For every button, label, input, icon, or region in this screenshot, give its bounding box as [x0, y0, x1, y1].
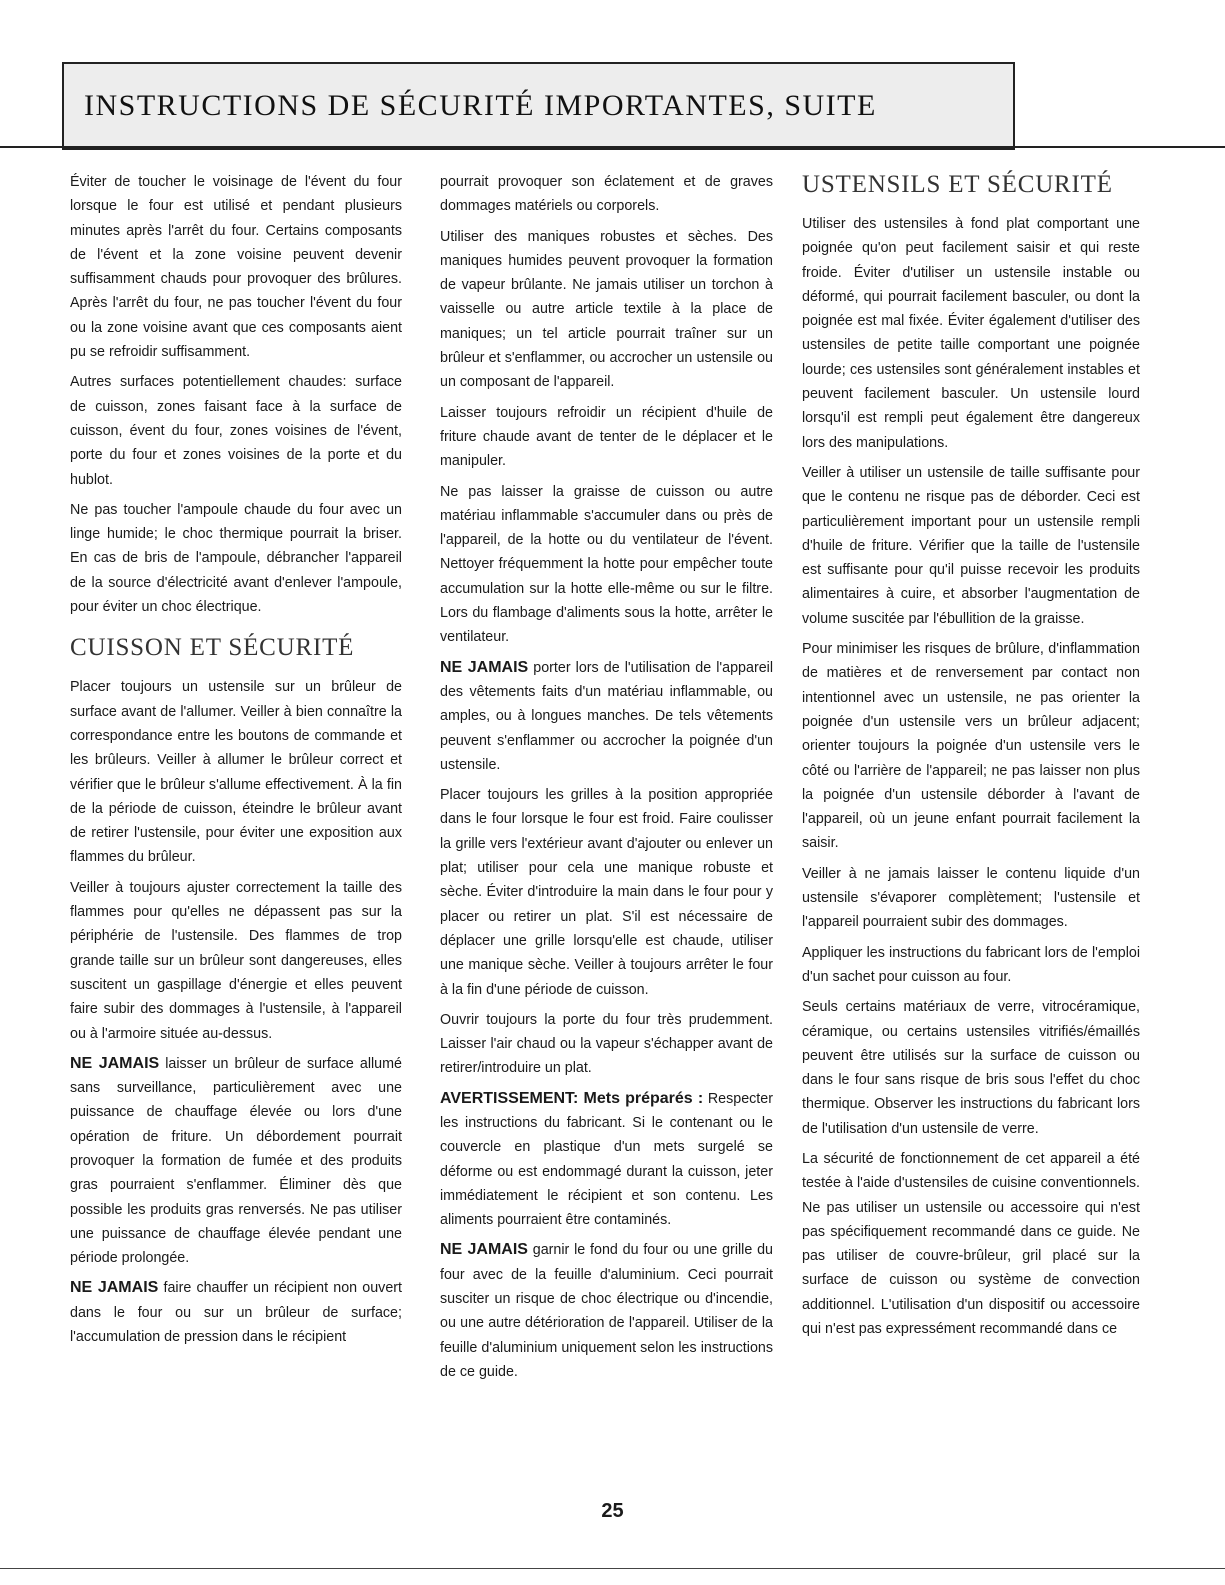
paragraph-utensil-size: Veiller à utiliser un ustensile de taille suffisante pour que le contenu ne risque pas de déborder. Ceci est particulièrement important pour un ustensile rempli d'huile de friture. Vérifier que la taille de l'ustensile est suffisante pour qu'il puisse recevoir les produits alimentaires à cuire, et absorber l'augmentation de volume suscitée par l'ébullition de la graisse. [802, 464, 1140, 627]
paragraph-tested-utensils: La sécurité de fonctionnement de cet appareil a été testée à l'aide d'ustensiles de cuisine conventionnels. Ne pas utiliser un ustensile ou accessoire qui n'est pas spécifiquement recommandé dans ce guide. Ne pas utiliser de couvre-brûleur, gril placé sur la surface de cuisson ou système de convection additionnel. L'utilisation d'un dispositif ou accessoire qui n'est pas expressément recommandé dans ce [802, 1150, 1140, 1338]
paragraph-hot-surfaces: Autres surfaces potentiellement chaudes: surface de cuisson, zones faisant face à la surface de cuisson, évent du four, zones voisines de l'évent, porte du four et zones voisines de la porte et du hublot. [70, 374, 402, 488]
warning-lead: AVERTISSEMENT: Mets préparés : [440, 1089, 704, 1107]
footer-rule [0, 1568, 1225, 1569]
heading-utensils-safety: USTENSILS ET SÉCURITÉ [802, 171, 1113, 198]
paragraph-oven-bulb: Ne pas toucher l'ampoule chaude du four avec un linge humide; le choc thermique pourrait la briser. En cas de bris de l'ampoule, débrancher l'appareil de la source d'électricité avant d'enlever l'ampoule, pour éviter un choc électrique. [70, 501, 402, 616]
column-right [802, 170, 1140, 1347]
paragraph-prepared-foods [440, 1087, 773, 1233]
paragraph-grease: Ne pas laisser la graisse de cuisson ou autre matériau inflammable s'accumuler dans ou près de l'appareil, de la hotte ou du ventilateur de l'évent. Nettoyer fréquemment la hotte pour empêcher toute accumulation sur la hotte elle-même ou sur le filtre. Lors du flambage d'aliments sous la hotte, arrêter le ventilateur. [440, 483, 773, 646]
paragraph-clothing [440, 656, 773, 777]
paragraph-potholders: Utiliser des maniques robustes et sèches. Des maniques humides peuvent provoquer la formation de vapeur brûlante. Ne jamais utiliser un torchon à vaisselle ou autre article textile à la place de maniques; un tel article pourrait traîner sur un brûleur et s'enflammer, ou accrocher un ustensile ou un composant de l'appareil. [440, 228, 773, 391]
paragraph-text: Respecter les instructions du fabricant. Si le contenant ou le couvercle en plastique d'un mets surgelé se déforme ou est endommagé durant la cuisson, jeter immédiatement le récipient et son contenu. Les aliments pourraient être contaminés. [440, 1090, 773, 1229]
warning-lead: NE JAMAIS [70, 1279, 159, 1297]
paragraph-handle-orientation: Pour minimiser les risques de brûlure, d'inflammation de matières et de renversement par contact non intentionnel avec un ustensile, ne pas orienter la poignée d'un ustensile vers un brûleur adjacent; orienter toujours la poignée d'un ustensile vers le côté ou l'arrière de l'appareil; ne pas laisser non plus la poignée d'un ustensile déborder à l'avant de l'appareil, où un jeune enfant pourrait facilement la saisir. [802, 641, 1140, 852]
heading-cooking-safety: CUISSON ET SÉCURITÉ [70, 634, 355, 662]
paragraph-oven-door: Ouvrir toujours la porte du four très prudemment. Laisser l'air chaud ou la vapeur s'échapper avant de retirer/introduire un plat. [440, 1011, 773, 1077]
paragraph-hot-oil: Laisser toujours refroidir un récipient d'huile de friture chaude avant de tenter de le déplacer et le manipuler. [440, 404, 773, 470]
paragraph-text: faire chauffer un récipient non ouvert dans le four ou sur un brûleur de surface; l'accumulation de pression dans le récipient [70, 1280, 402, 1346]
paragraph-flame-size: Veiller à toujours ajuster correctement la taille des flammes pour qu'elles ne dépassent pas sur la périphérie de l'ustensile. Des flammes de trop grande taille sur un brûleur sont dangereuses, elles suscitent un gaspillage d'énergie et elles peuvent faire subir des dommages à l'ustensile, à l'appareil ou à l'armoire située au-dessus. [70, 879, 402, 1042]
paragraph-text: laisser un brûleur de surface allumé sans surveillance, particulièrement avec une puissance de chauffage élevée ou lors d'une opération de friture. Un débordement pourrait provoquer la formation de fumée et des produits gras pourraient s'enflammer. Éliminer dès que possible les produits gras renversés. Ne pas utiliser une puissance de chauffage élevée pendant une période prolongée. [70, 1055, 402, 1267]
paragraph-closed-container [70, 1276, 402, 1349]
paragraph-oven-racks: Placer toujours les grilles à la position appropriée dans le four lorsque le four est froid. Faire coulisser la grille vers l'extérieur avant d'ajouter ou enlever un plat; utiliser pour cela une manique robuste et sèche. Éviter d'introduire la main dans le four pour y placer ou retirer un plat. S'il est nécessaire de déplacer une grille lorsqu'elle est chaude, utiliser une manique sèche. Veiller à toujours arrêter le four à la fin d'une période de cuisson. [440, 787, 773, 998]
paragraph-text: porter lors de l'utilisation de l'appareil des vêtements faits d'un matériau inflammable, ou amples, ou à longues manches. De tels vêtements peuvent s'enflammer ou accrocher la poignée d'un ustensile. [440, 659, 774, 773]
warning-lead: NE JAMAIS [440, 658, 529, 676]
paragraph-aluminum-foil [440, 1238, 773, 1384]
paragraph-evaporation: Veiller à ne jamais laisser le contenu liquide d'un ustensile s'évaporer complètement; l'ustensile et l'appareil pourraient subir des dommages. [802, 865, 1140, 931]
paragraph-unattended-burner [70, 1052, 402, 1271]
warning-lead: NE JAMAIS [440, 1241, 528, 1259]
column-middle [440, 170, 773, 1390]
page-number: 25 [601, 1500, 624, 1522]
banner-rule [0, 146, 1225, 148]
paragraph-glass-utensils: Seuls certains matériaux de verre, vitrocéramique, céramique, ou certains ustensiles vitrifiés/émaillés peuvent être utilisés sur la surface de cuisson ou dans le four sans risque de bris sous l'effet du choc thermique. Observer les instructions du fabricant lors de l'utilisation d'un ustensile de verre. [802, 999, 1140, 1137]
paragraph-vent-warning: Éviter de toucher le voisinage de l'évent du four lorsque le four est utilisé et pendant plusieurs minutes après l'arrêt du four. Certains composants de l'évent et la zone voisine peuvent devenir suffisamment chauds pour provoquer des brûlures. Après l'arrêt du four, ne pas toucher l'évent du four ou la zone voisine avant que ces composants aient pu se refroidir suffisamment. [70, 174, 402, 361]
paragraph-cooking-bag: Appliquer les instructions du fabricant lors de l'emploi d'un sachet pour cuisson au four. [802, 944, 1140, 985]
paragraph-text: garnir le fond du four ou une grille du four avec de la feuille d'aluminium. Ceci pourrait susciter un risque de choc électrique ou d'incendie, ou une autre détérioration de l'appareil. Utiliser de la feuille d'aluminium uniquement selon les instructions de ce guide. [440, 1242, 773, 1380]
paragraph-continuation: pourrait provoquer son éclatement et de graves dommages matériels ou corporels. [440, 174, 773, 215]
paragraph-flat-utensils: Utiliser des ustensiles à fond plat comportant une poignée qu'on peut facilement saisir et qui reste froide. Éviter d'utiliser un ustensile instable ou déformé, qui pourrait facilement basculer, ou dont la poignée est mal fixée. Éviter également d'utiliser des ustensiles de petite taille comportant une poignée lourde; ces ustensiles sont généralement instables et peuvent facilement basculer. Un ustensile lourd lorsqu'il est rempli peut également être dangereux lors des manipulations. [802, 216, 1140, 451]
paragraph-burner-use: Placer toujours un ustensile sur un brûleur de surface avant de l'allumer. Veiller à bien connaître la correspondance entre les boutons de commande et les brûleurs. Veiller à allumer le brûleur correct et vérifier que le brûleur s'allume effectivement. À la fin de la période de cuisson, éteindre le brûleur avant de retirer l'ustensile, pour éviter une exposition aux flammes du brûleur. [70, 679, 402, 866]
section-banner [62, 62, 1015, 150]
column-left [70, 170, 402, 1355]
warning-lead: NE JAMAIS [70, 1054, 160, 1072]
page-title: INSTRUCTIONS DE SÉCURITÉ IMPORTANTES, SUITE [84, 89, 877, 122]
